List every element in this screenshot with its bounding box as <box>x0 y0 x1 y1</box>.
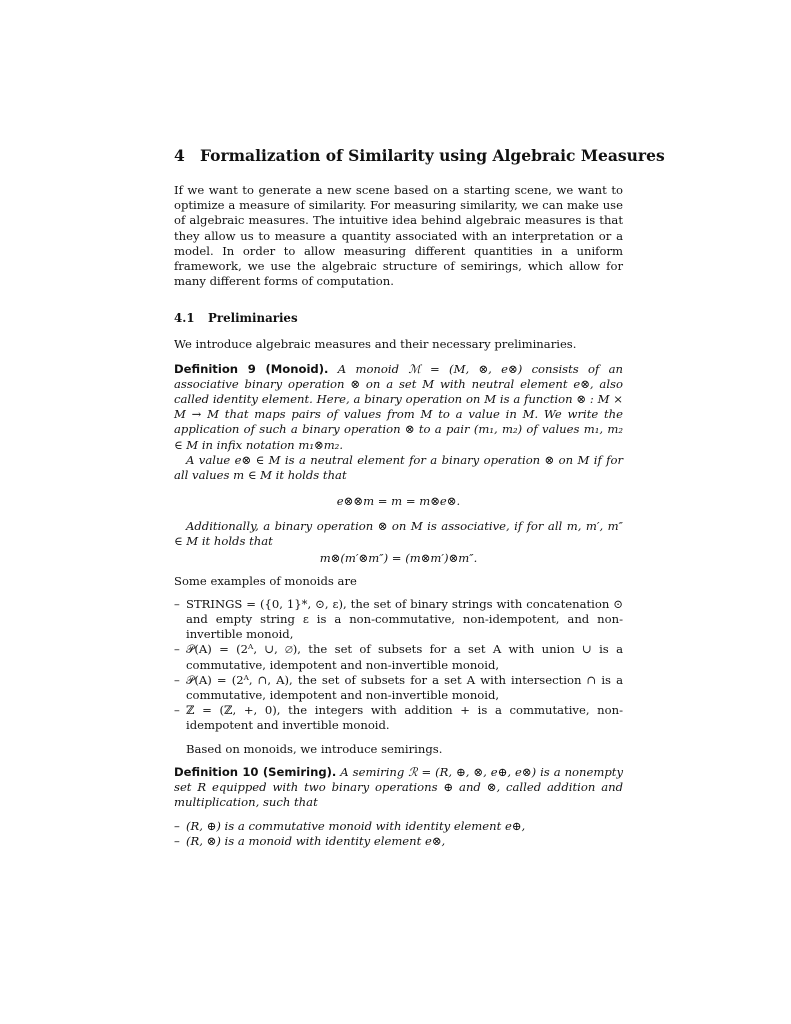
subsection-number: 4.1 <box>174 311 195 326</box>
subsection-lead-paragraph: We introduce algebraic measures and their necessary preliminaries. <box>174 337 577 352</box>
subsection-title: Preliminaries <box>208 311 298 326</box>
list-item: – (R, ⊕) is a commutative monoid with identity element e⊕, <box>174 819 623 834</box>
neutral-element-paragraph: A value e⊗ ∈ M is a neutral element for a binary operation ⊗ on M if for all values m ∈ M it holds that <box>174 452 623 483</box>
definition-semiring <box>174 765 623 811</box>
section-number: 4 <box>174 146 185 165</box>
section-heading <box>174 146 665 165</box>
semiring-conditions-list <box>174 819 623 849</box>
examples-lead: Some examples of monoids are <box>174 573 357 588</box>
paper-page <box>174 146 665 849</box>
semiring-intro-paragraph: Based on monoids, we introduce semirings. <box>186 741 443 756</box>
list-item: – 𝒫(A) = (2ᴬ, ∪, ∅), the set of subsets for a set A with union ∪ is a commutative, idempotent and non-invertible monoid, <box>174 642 623 672</box>
definition-monoid-body: A monoid ℳ = (M, ⊗, e⊗) consists of an associative binary operation ⊗ on a set M with neutral element e⊗, also called identity element. Here, a binary operation on M is a function ⊗ : M × M → M that maps pairs of values from M to a value in M. We write the application of such a binary operation ⊗ to a pair (m₁, m₂) of values m₁, m₂ ∈ M in infix notation m₁⊗m₂. <box>174 361 624 452</box>
monoid-examples-list <box>174 597 623 734</box>
definition-monoid-heading: Definition 9 (Monoid). <box>174 361 329 376</box>
section-intro-paragraph: If we want to generate a new scene based on a starting scene, we want to optimize a measure of similarity. For measuring similarity, we can make use of algebraic measures. The intuitive idea behind algebraic measures is that they allow us to measure a quantity associated with an interpretation or a model. In order to allow measuring different quantities in a uniform framework, we use the algebraic structure of semirings, which allow for many different forms of computation. <box>174 183 623 289</box>
associativity-equation: m⊗(m′⊗m″) = (m⊗m′)⊗m″. <box>319 550 478 565</box>
list-item: – ℤ = (ℤ, +, 0), the integers with addition + is a commutative, non-idempotent and invertible monoid. <box>174 703 623 733</box>
list-item: – (R, ⊗) is a monoid with identity element e⊗, <box>174 834 623 849</box>
associativity-paragraph: Additionally, a binary operation ⊗ on M is associative, if for all m, m′, m″ ∈ M it holds that <box>174 519 623 549</box>
definition-monoid <box>174 362 623 453</box>
definition-semiring-body: A semiring ℛ = (R, ⊕, ⊗, e⊕, e⊗) is a nonempty set R equipped with two binary operations ⊕ and ⊗, called addition and multiplication, such that <box>174 764 623 810</box>
section-title: Formalization of Similarity using Algebraic Measures <box>200 146 665 165</box>
list-item: – 𝒫(A) = (2ᴬ, ∩, A), the set of subsets for a set A with intersection ∩ is a commutative, idempotent and non-invertible monoid, <box>174 673 623 703</box>
neutral-element-equation: e⊗⊗m = m = m⊗e⊗. <box>336 494 461 509</box>
subsection-heading <box>174 311 623 325</box>
definition-semiring-heading: Definition 10 (Semiring). <box>174 764 337 779</box>
list-item: – STRINGS = ({0, 1}*, ⊙, ε), the set of binary strings with concatenation ⊙ and empty string ε is a non-commutative, non-idempotent, and non-invertible monoid, <box>174 597 623 643</box>
